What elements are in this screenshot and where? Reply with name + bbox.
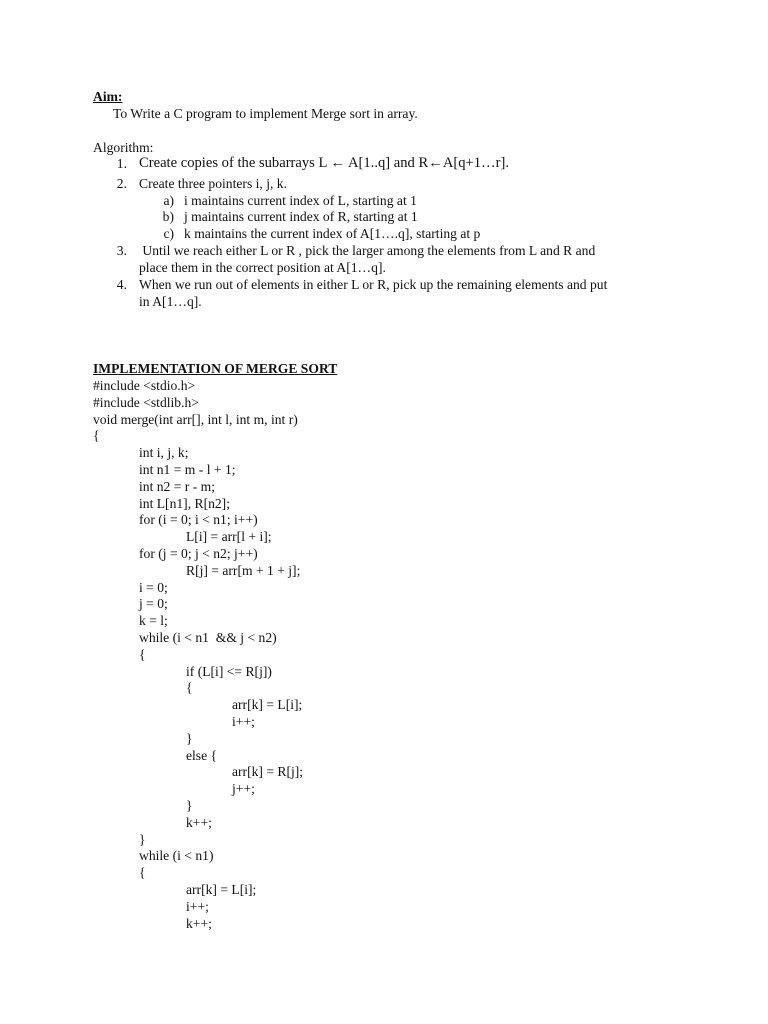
code-line: int i, j, k; [139, 445, 189, 460]
step-text: Create three pointers i, j, k. [139, 176, 287, 191]
algorithm-heading: Algorithm: [93, 140, 154, 155]
code-line: } [139, 832, 146, 847]
code-line: { [93, 428, 100, 443]
code-line: #include <stdio.h> [93, 378, 196, 393]
code-line: j++; [232, 781, 255, 796]
code-line: arr[k] = L[i]; [232, 697, 303, 712]
code-line: arr[k] = L[i]; [186, 882, 257, 897]
code-line: else { [186, 748, 218, 763]
substep-text: i maintains current index of L, starting at 1 [184, 193, 417, 208]
code-line: L[i] = arr[l + i]; [186, 529, 272, 544]
substep-number: b) [162, 209, 174, 224]
code-line: k = l; [139, 613, 168, 628]
aim-text: To Write a C program to implement Merge sort in array. [113, 106, 418, 121]
code-line: int n2 = r - m; [139, 479, 216, 494]
code-line: R[j] = arr[m + 1 + j]; [186, 563, 301, 578]
code-line: arr[k] = R[j]; [232, 764, 304, 779]
step-text-cont: place them in the correct position at A[1…q]. [139, 260, 386, 275]
code-line: k++; [186, 815, 212, 830]
step-number: 3. [116, 243, 127, 258]
step-text: Create copies of the subarrays L ← A[1..q] and R←A[q+1…r]. [139, 155, 510, 171]
code-line: { [139, 865, 146, 880]
substep-text: k maintains the current index of A[1….q], starting at p [184, 226, 481, 241]
code-line: k++; [186, 916, 212, 931]
step-number: 1. [116, 156, 127, 171]
code-line: for (j = 0; j < n2; j++) [139, 546, 258, 561]
code-line: #include <stdlib.h> [93, 395, 199, 410]
substep-number: a) [163, 193, 174, 208]
code-line: int L[n1], R[n2]; [139, 496, 230, 511]
code-line: { [139, 647, 146, 662]
substep-text: j maintains current index of R, starting at 1 [184, 209, 418, 224]
step-number: 2. [116, 176, 127, 191]
code-line: i++; [232, 714, 255, 729]
code-line: j = 0; [139, 596, 168, 611]
aim-heading: Aim: [93, 89, 123, 104]
step-number: 4. [116, 277, 127, 292]
step-text: When we run out of elements in either L or R, pick up the remaining elements and put [139, 277, 608, 292]
code-line: void merge(int arr[], int l, int m, int r) [93, 412, 298, 427]
code-line: if (L[i] <= R[j]) [186, 664, 272, 679]
code-line: i = 0; [139, 580, 168, 595]
code-line: int n1 = m - l + 1; [139, 462, 236, 477]
code-line: for (i = 0; i < n1; i++) [139, 512, 258, 527]
code-line: i++; [186, 899, 209, 914]
code-line: while (i < n1) [139, 848, 214, 863]
code-line: } [186, 731, 193, 746]
code-line: } [186, 798, 193, 813]
code-line: { [186, 680, 193, 695]
step-text: Until we reach either L or R , pick the larger among the elements from L and R and [139, 243, 596, 258]
code-line: while (i < n1 && j < n2) [139, 630, 277, 645]
substep-number: c) [163, 226, 174, 241]
step-text-cont: in A[1…q]. [139, 294, 202, 309]
implementation-heading: IMPLEMENTATION OF MERGE SORT [93, 361, 338, 376]
